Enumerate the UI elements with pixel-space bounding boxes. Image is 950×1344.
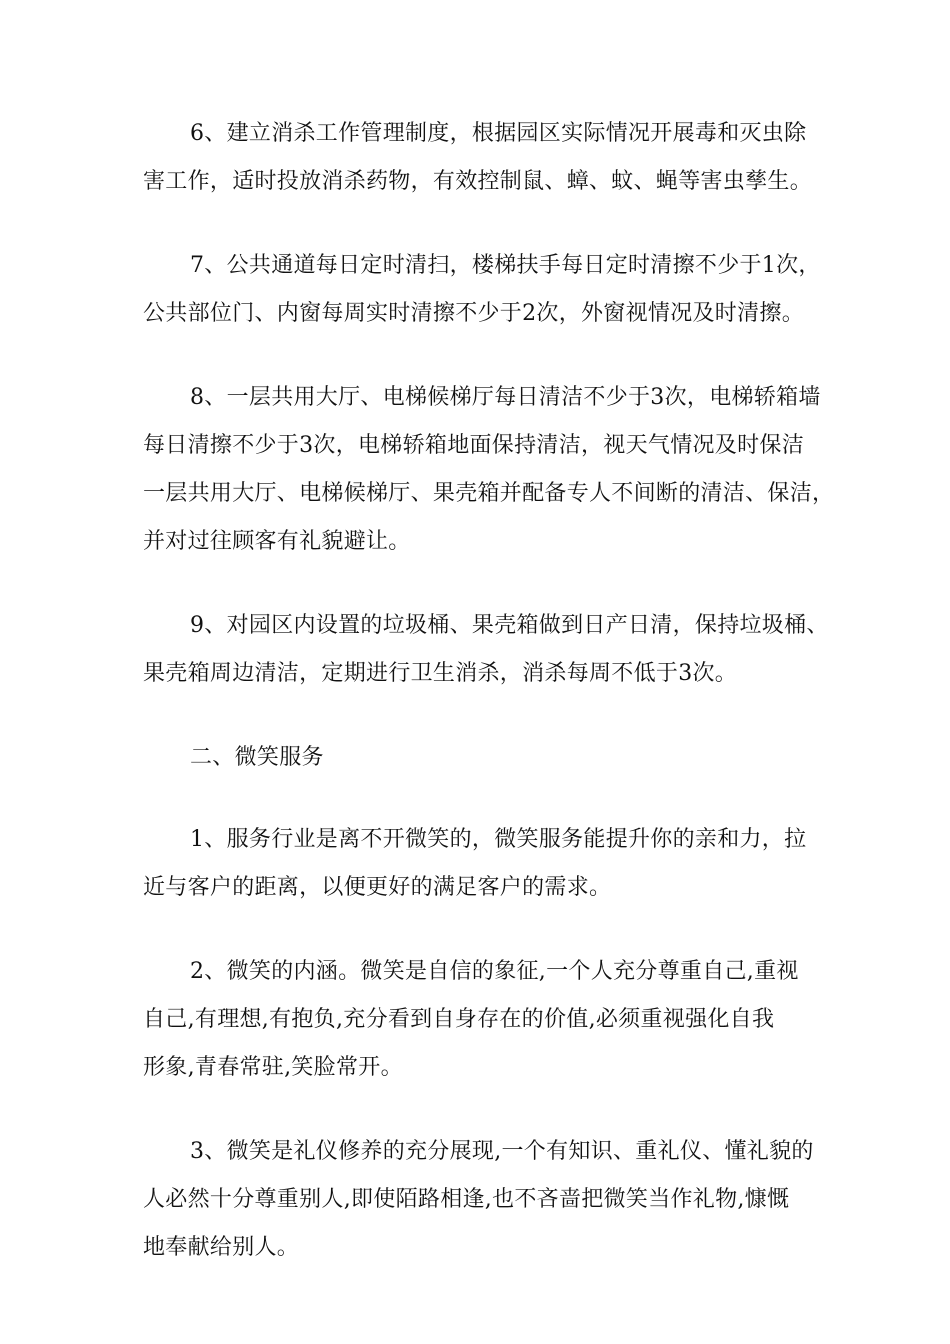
- paragraph-line: 1、服务行业是离不开微笑的，微笑服务能提升你的亲和力，拉: [190, 827, 807, 852]
- paragraph-item-6: [143, 110, 813, 206]
- paragraph-line: 9、对园区内设置的垃圾桶、果壳箱做到日产日清，保持垃圾桶、: [190, 613, 829, 638]
- paragraph-smile-1: [143, 816, 807, 912]
- section-heading: [143, 734, 807, 782]
- paragraph-line: 公共部位门、内窗每周实时清擦不少于2次，外窗视情况及时清擦。: [143, 301, 804, 326]
- paragraph-line: 形象,青春常驻,笑脸常开。: [143, 1055, 403, 1080]
- paragraph-line: 2、微笑的内涵。微笑是自信的象征,一个人充分尊重自己,重视: [190, 959, 799, 984]
- paragraph-line: 果壳箱周边清洁，定期进行卫生消杀，消杀每周不低于3次。: [143, 661, 738, 686]
- paragraph-smile-2: [143, 948, 807, 1092]
- document-page: [143, 110, 835, 1308]
- paragraph-item-8: [143, 374, 835, 566]
- paragraph-line: 一层共用大厅、电梯候梯厅、果壳箱并配备专人不间断的清洁、保洁，: [143, 481, 835, 506]
- paragraph-line: 自己,有理想,有抱负,充分看到自身存在的价值,必须重视强化自我: [143, 1007, 775, 1032]
- paragraph-line: 8、一层共用大厅、电梯候梯厅每日清洁不少于3次，电梯轿箱墙: [190, 385, 821, 410]
- paragraph-line: 每日清擦不少于3次，电梯轿箱地面保持清洁，视天气情况及时保洁: [143, 433, 804, 458]
- paragraph-line: 7、公共通道每日定时清扫，楼梯扶手每日定时清擦不少于1次，: [190, 253, 821, 278]
- paragraph-line: 人必然十分尊重别人,即使陌路相逢,也不吝啬把微笑当作礼物,慷慨: [143, 1187, 790, 1212]
- section-heading-text: 二、微笑服务: [190, 745, 324, 770]
- paragraph-line: 近与客户的距离，以便更好的满足客户的需求。: [143, 875, 612, 900]
- paragraph-item-9: [143, 602, 829, 698]
- paragraph-item-7: [143, 242, 821, 338]
- paragraph-line: 并对过往顾客有礼貌避让。: [143, 529, 411, 554]
- paragraph-line: 害工作，适时投放消杀药物，有效控制鼠、蟑、蚊、蝇等害虫孳生。: [143, 169, 813, 194]
- paragraph-line: 3、微笑是礼仪修养的充分展现,一个有知识、重礼仪、懂礼貌的: [190, 1139, 814, 1164]
- paragraph-smile-3: [143, 1128, 814, 1272]
- paragraph-line: 地奉献给别人。: [143, 1235, 300, 1260]
- paragraph-line: 6、建立消杀工作管理制度，根据园区实际情况开展毒和灭虫除: [190, 121, 807, 146]
